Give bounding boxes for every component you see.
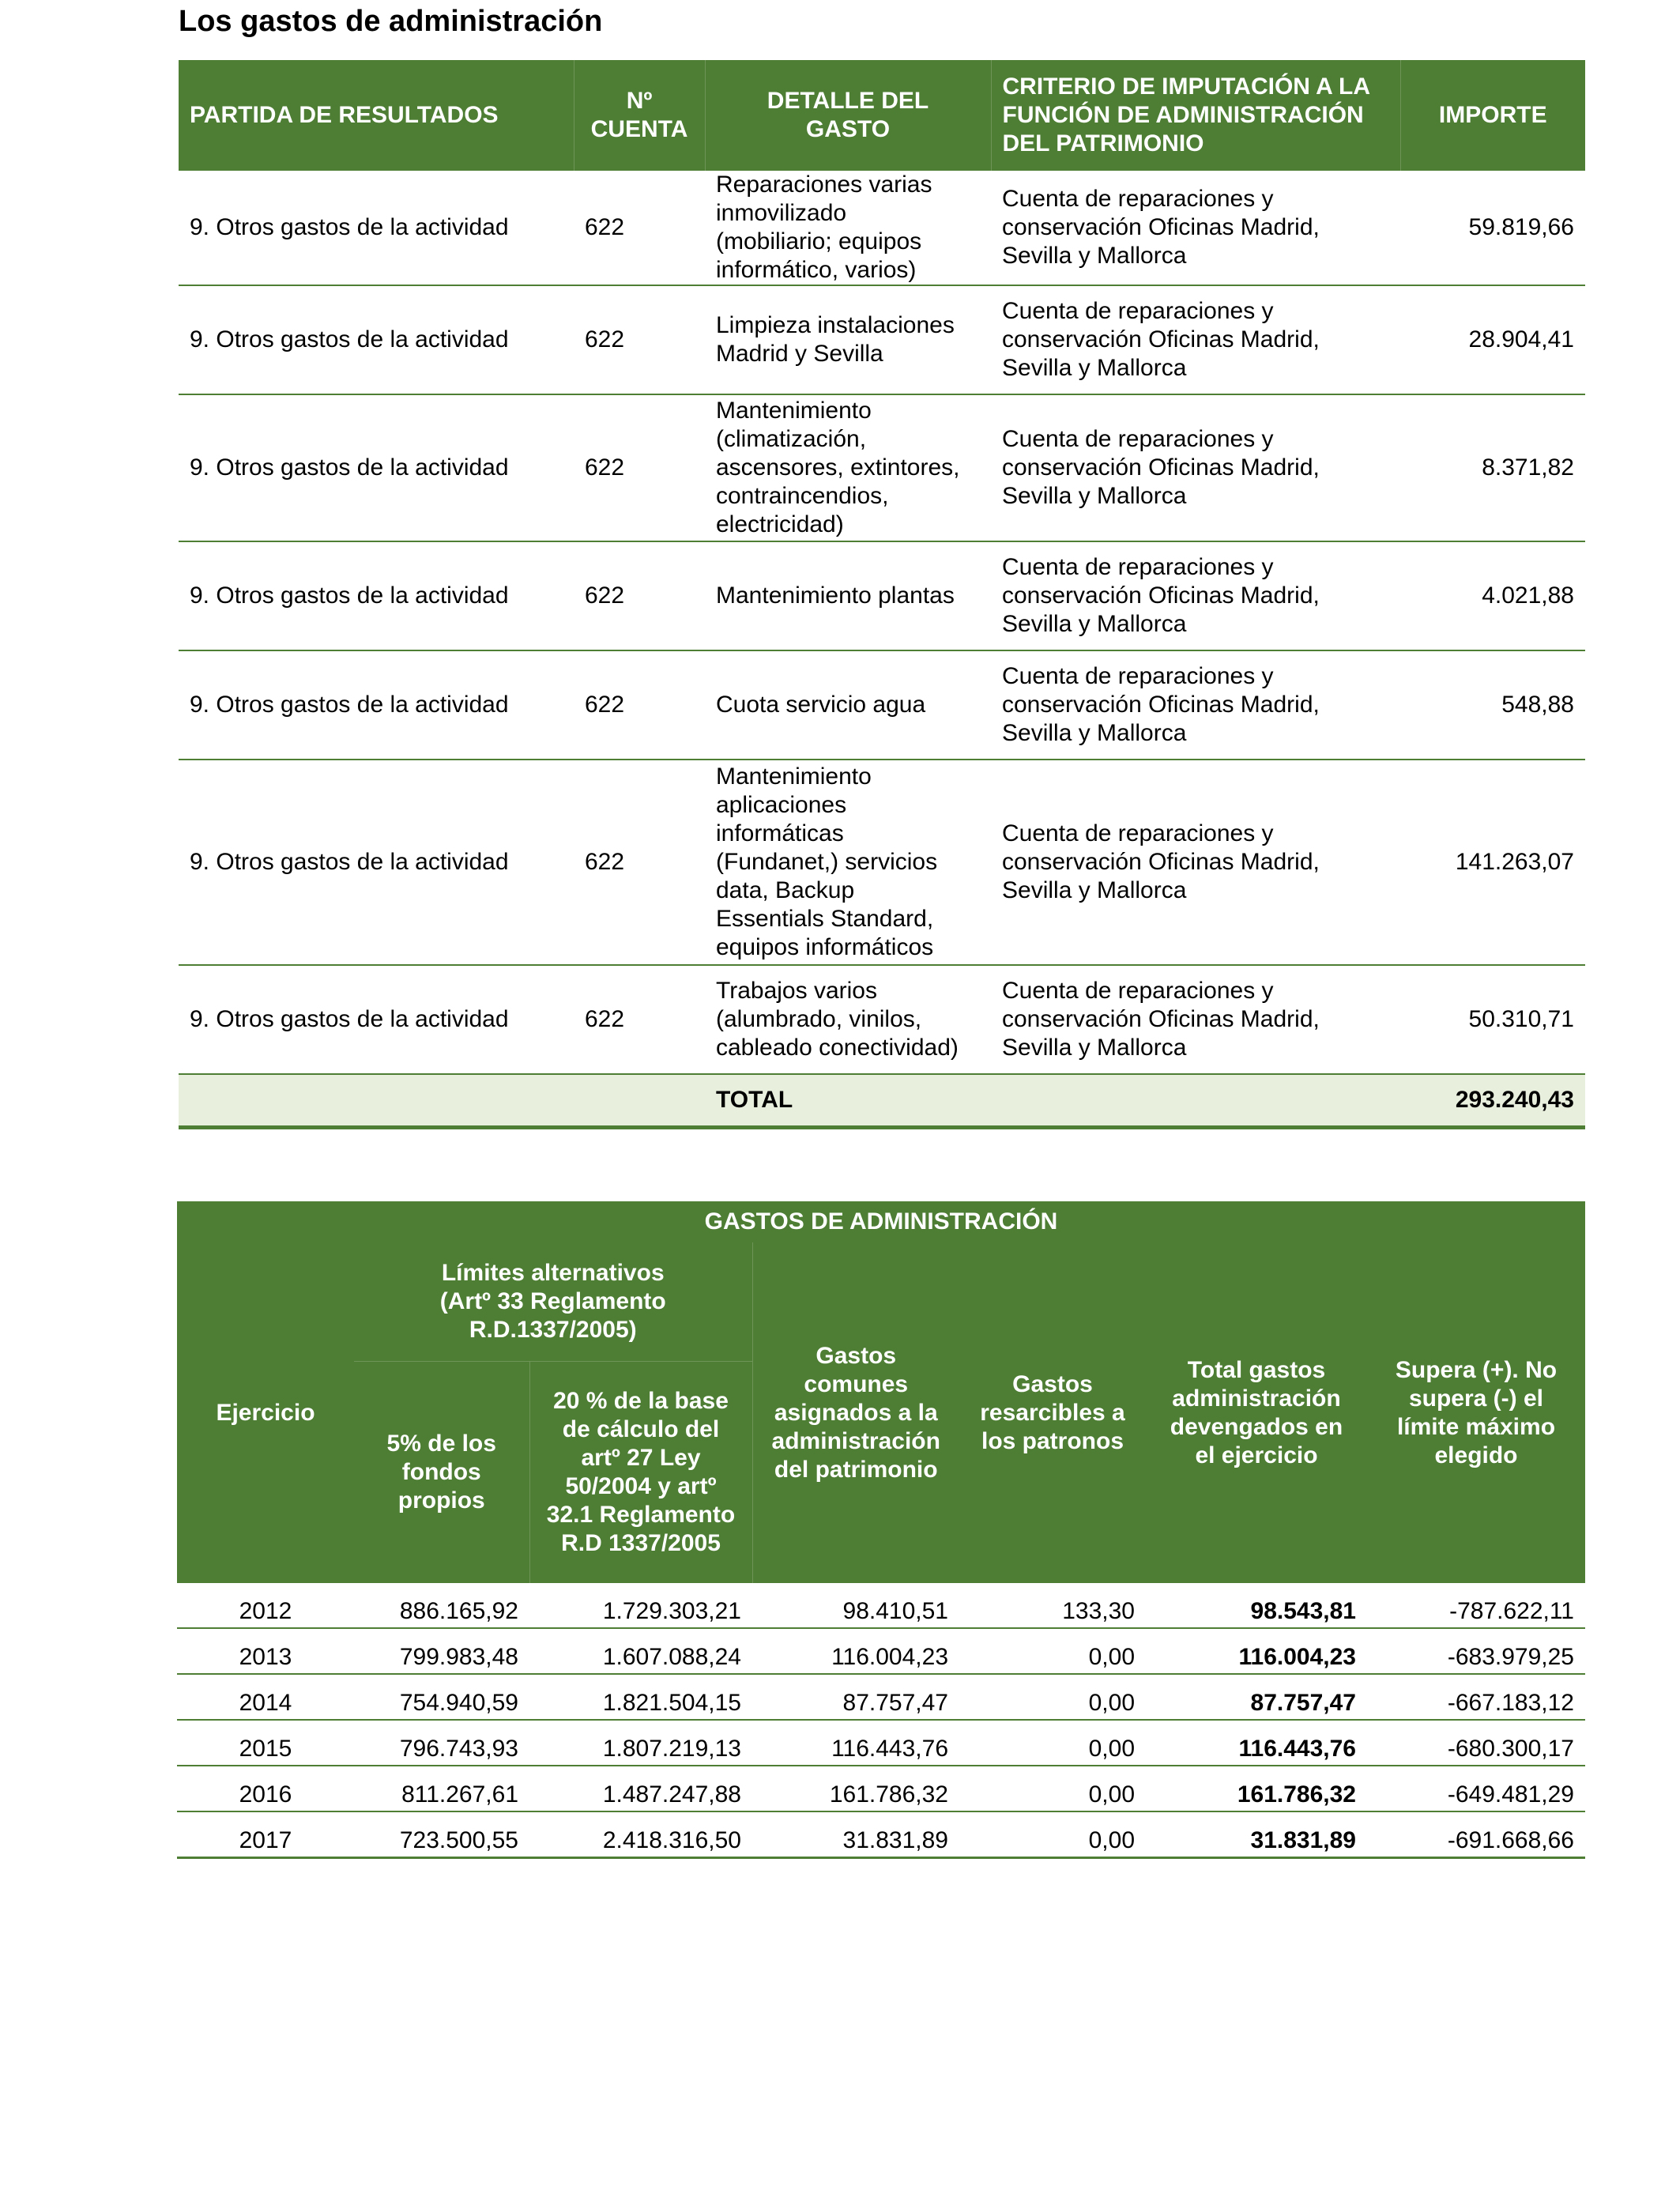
table-row	[179, 760, 1585, 965]
cell-pct5: 723.500,55	[354, 1811, 529, 1858]
cell-detalle: Mantenimiento plantas	[705, 541, 991, 650]
cell-partida: 9. Otros gastos de la actividad	[179, 285, 574, 394]
cell-detalle: Trabajos varios (alumbrado, vinilos, cableado conectividad)	[705, 965, 991, 1074]
table-row	[177, 1628, 1585, 1674]
header-pct5: 5% de los fondos propios	[354, 1362, 529, 1584]
cell-partida: 9. Otros gastos de la actividad	[179, 965, 574, 1074]
cell-criterio: Cuenta de reparaciones y conservación Oficinas Madrid, Sevilla y Mallorca	[991, 394, 1400, 541]
cell-criterio: Cuenta de reparaciones y conservación Oficinas Madrid, Sevilla y Mallorca	[991, 760, 1400, 965]
cell-importe: 28.904,41	[1400, 285, 1585, 394]
cell-pct20: 2.418.316,50	[529, 1811, 752, 1858]
table-row	[177, 1811, 1585, 1858]
table-body	[177, 1583, 1585, 1858]
cell-cuenta: 622	[574, 394, 705, 541]
header-ejercicio: Ejercicio	[177, 1242, 354, 1583]
cell-total: 31.831,89	[1146, 1811, 1367, 1858]
table-row	[177, 1583, 1585, 1628]
cell-supera: -649.481,29	[1367, 1766, 1585, 1811]
page-title: Los gastos de administración	[179, 5, 603, 38]
cell-criterio: Cuenta de reparaciones y conservación Oficinas Madrid, Sevilla y Mallorca	[991, 650, 1400, 760]
table-body	[179, 171, 1585, 1128]
cell-pct20: 1.729.303,21	[529, 1583, 752, 1628]
header-supera: Supera (+). No supera (-) el límite máximo elegido	[1367, 1242, 1585, 1583]
table-row	[177, 1674, 1585, 1720]
header-partida: PARTIDA DE RESULTADOS	[179, 60, 574, 171]
cell-resarcibles: 0,00	[959, 1766, 1146, 1811]
cell-ejercicio: 2016	[177, 1766, 354, 1811]
cell-resarcibles: 0,00	[959, 1628, 1146, 1674]
cell-partida: 9. Otros gastos de la actividad	[179, 760, 574, 965]
cell-detalle: Cuota servicio agua	[705, 650, 991, 760]
cell-supera: -667.183,12	[1367, 1674, 1585, 1720]
admin-expenses-limits-table	[177, 1201, 1585, 1859]
header-importe: IMPORTE	[1400, 60, 1585, 171]
cell-resarcibles: 0,00	[959, 1720, 1146, 1766]
header-detalle: DETALLE DEL GASTO	[705, 60, 991, 171]
cell-total: 98.543,81	[1146, 1583, 1367, 1628]
total-label: TOTAL	[705, 1074, 991, 1128]
cell-detalle: Mantenimiento aplicaciones informáticas (Fundanet,) servicios data, Backup Essentials Standard, equipos informáticos	[705, 760, 991, 965]
cell-importe: 141.263,07	[1400, 760, 1585, 965]
cell-supera: -691.668,66	[1367, 1811, 1585, 1858]
cell-criterio: Cuenta de reparaciones y conservación Oficinas Madrid, Sevilla y Mallorca	[991, 285, 1400, 394]
cell-pct20: 1.807.219,13	[529, 1720, 752, 1766]
cell-importe: 4.021,88	[1400, 541, 1585, 650]
cell-cuenta: 622	[574, 285, 705, 394]
table-row	[179, 394, 1585, 541]
cell-total: 116.443,76	[1146, 1720, 1367, 1766]
table-row	[179, 171, 1585, 285]
cell-detalle: Mantenimiento (climatización, ascensores, extintores, contraincendios, electricidad)	[705, 394, 991, 541]
cell-cuenta: 622	[574, 760, 705, 965]
cell-criterio: Cuenta de reparaciones y conservación Oficinas Madrid, Sevilla y Mallorca	[991, 541, 1400, 650]
cell-detalle: Reparaciones varias inmovilizado (mobiliario; equipos informático, varios)	[705, 171, 991, 285]
cell-cuenta: 622	[574, 171, 705, 285]
cell-importe: 8.371,82	[1400, 394, 1585, 541]
cell-total: 161.786,32	[1146, 1766, 1367, 1811]
cell-pct20: 1.607.088,24	[529, 1628, 752, 1674]
cell-ejercicio: 2012	[177, 1583, 354, 1628]
cell-supera: -787.622,11	[1367, 1583, 1585, 1628]
cell-partida: 9. Otros gastos de la actividad	[179, 394, 574, 541]
cell-ejercicio: 2017	[177, 1811, 354, 1858]
cell-pct5: 796.743,93	[354, 1720, 529, 1766]
cell-comunes: 161.786,32	[752, 1766, 959, 1811]
cell-partida: 9. Otros gastos de la actividad	[179, 171, 574, 285]
admin-expenses-detail-table	[179, 60, 1585, 1129]
cell-resarcibles: 133,30	[959, 1583, 1146, 1628]
cell-comunes: 31.831,89	[752, 1811, 959, 1858]
header-cuenta: Nº CUENTA	[574, 60, 705, 171]
cell-pct5: 754.940,59	[354, 1674, 529, 1720]
cell-supera: -680.300,17	[1367, 1720, 1585, 1766]
header-resarcibles: Gastos resarcibles a los patronos	[959, 1242, 1146, 1583]
cell-supera: -683.979,25	[1367, 1628, 1585, 1674]
cell-cuenta: 622	[574, 965, 705, 1074]
cell-cuenta: 622	[574, 650, 705, 760]
cell-partida: 9. Otros gastos de la actividad	[179, 650, 574, 760]
total-value: 293.240,43	[1400, 1074, 1585, 1128]
cell-resarcibles: 0,00	[959, 1811, 1146, 1858]
header-total: Total gastos administración devengados en el ejercicio	[1146, 1242, 1367, 1583]
cell-pct5: 886.165,92	[354, 1583, 529, 1628]
table-row	[177, 1766, 1585, 1811]
cell-ejercicio: 2015	[177, 1720, 354, 1766]
cell-importe: 548,88	[1400, 650, 1585, 760]
cell-ejercicio: 2014	[177, 1674, 354, 1720]
cell-comunes: 116.443,76	[752, 1720, 959, 1766]
table-row	[179, 541, 1585, 650]
cell-comunes: 116.004,23	[752, 1628, 959, 1674]
cell-detalle: Limpieza instalaciones Madrid y Sevilla	[705, 285, 991, 394]
cell-pct5: 811.267,61	[354, 1766, 529, 1811]
cell-pct20: 1.821.504,15	[529, 1674, 752, 1720]
header-comunes: Gastos comunes asignados a la administración del patrimonio	[752, 1242, 959, 1583]
table-row	[177, 1720, 1585, 1766]
cell-comunes: 98.410,51	[752, 1583, 959, 1628]
header-criterio: CRITERIO DE IMPUTACIÓN A LA FUNCIÓN DE ADMINISTRACIÓN DEL PATRIMONIO	[991, 60, 1400, 171]
table-row	[179, 965, 1585, 1074]
header-pct20: 20 % de la base de cálculo del artº 27 Ley 50/2004 y artº 32.1 Reglamento R.D 1337/2005	[529, 1362, 752, 1584]
cell-criterio: Cuenta de reparaciones y conservación Oficinas Madrid, Sevilla y Mallorca	[991, 965, 1400, 1074]
table-title: GASTOS DE ADMINISTRACIÓN	[177, 1201, 1585, 1242]
table-row	[179, 650, 1585, 760]
cell-importe: 59.819,66	[1400, 171, 1585, 285]
cell-cuenta: 622	[574, 541, 705, 650]
cell-partida: 9. Otros gastos de la actividad	[179, 541, 574, 650]
cell-ejercicio: 2013	[177, 1628, 354, 1674]
cell-total: 116.004,23	[1146, 1628, 1367, 1674]
header-limites: Límites alternativos (Artº 33 Reglamento R.D.1337/2005)	[354, 1242, 752, 1362]
total-row	[179, 1074, 1585, 1128]
cell-pct5: 799.983,48	[354, 1628, 529, 1674]
cell-importe: 50.310,71	[1400, 965, 1585, 1074]
cell-pct20: 1.487.247,88	[529, 1766, 752, 1811]
table-row	[179, 285, 1585, 394]
cell-resarcibles: 0,00	[959, 1674, 1146, 1720]
cell-comunes: 87.757,47	[752, 1674, 959, 1720]
cell-total: 87.757,47	[1146, 1674, 1367, 1720]
cell-criterio: Cuenta de reparaciones y conservación Oficinas Madrid, Sevilla y Mallorca	[991, 171, 1400, 285]
table-header-row	[179, 60, 1585, 171]
